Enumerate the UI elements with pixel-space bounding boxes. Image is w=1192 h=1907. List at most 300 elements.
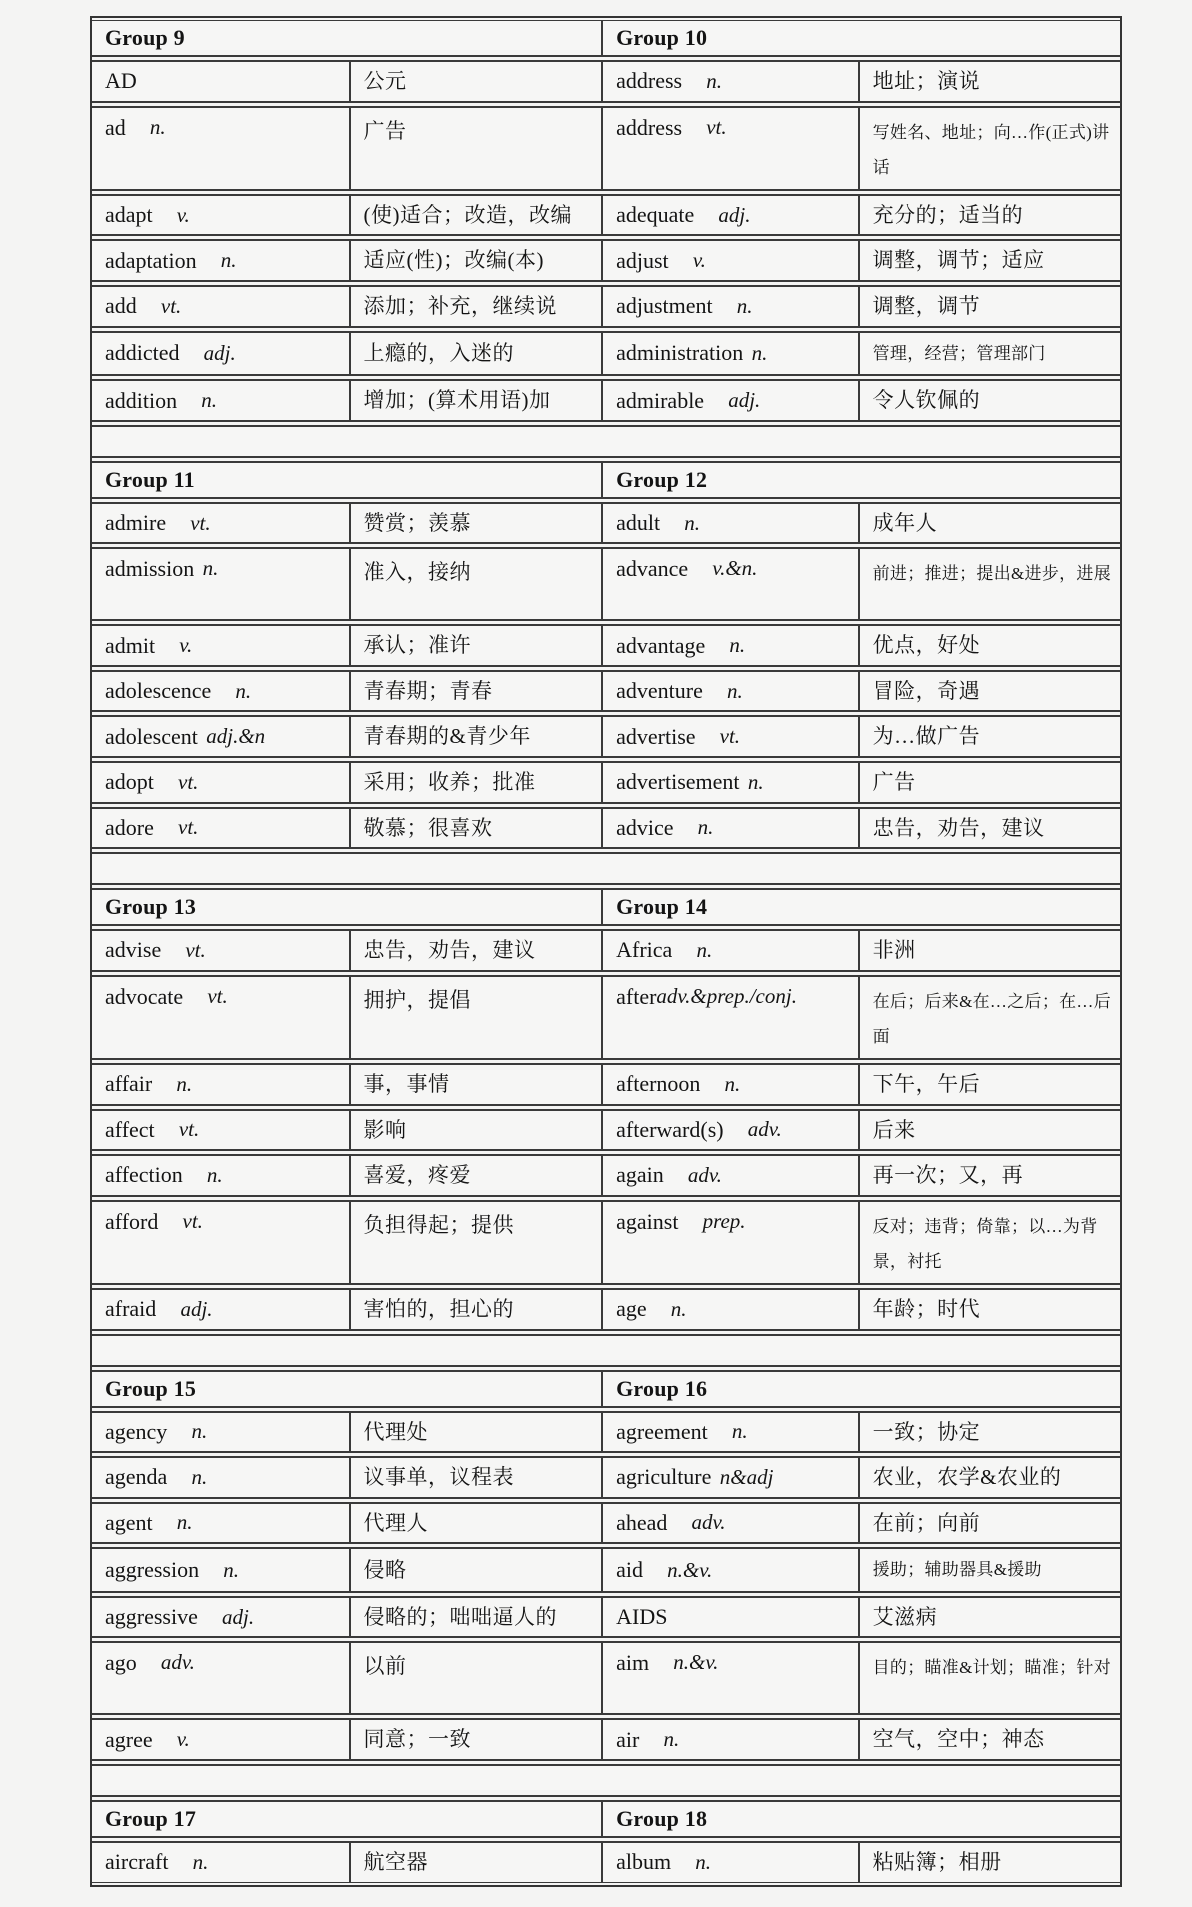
- english-word: admirable: [616, 387, 705, 413]
- part-of-speech-label: n.: [220, 248, 237, 273]
- chinese-definition: 喜爱，疼爱: [363, 1163, 472, 1188]
- part-of-speech-label: adj.: [180, 1296, 213, 1321]
- english-cell: [92, 1156, 351, 1195]
- chinese-cell: [351, 549, 604, 619]
- spacer-row: [92, 425, 1120, 458]
- group-header-row: [92, 888, 1120, 926]
- part-of-speech-label: n&adj: [719, 1464, 774, 1489]
- chinese-definition: 援助；辅助器具&援助: [872, 1560, 1042, 1580]
- part-of-speech-label: vt.: [719, 724, 741, 749]
- chinese-definition: 非洲: [872, 938, 916, 963]
- english-cell: [92, 1598, 351, 1637]
- english-word: agent: [105, 1509, 153, 1535]
- chinese-definition: 令人钦佩的: [872, 388, 981, 413]
- chinese-cell: [860, 931, 1120, 970]
- chinese-cell: [351, 241, 604, 280]
- english-word: adjustment: [616, 293, 713, 319]
- chinese-definition: 农业，农学&农业的: [872, 1465, 1062, 1490]
- english-cell: [603, 672, 859, 711]
- english-cell: [603, 1065, 859, 1104]
- part-of-speech-label: v.: [176, 202, 190, 227]
- part-of-speech-label: n.: [729, 633, 746, 658]
- vocab-row: [92, 1456, 1120, 1499]
- chinese-cell: [860, 1843, 1120, 1882]
- english-cell: [603, 381, 859, 420]
- vocab-row: [92, 194, 1120, 237]
- english-word: adapt: [105, 202, 153, 228]
- part-of-speech-label: n.: [724, 1071, 741, 1096]
- vocab-row: [92, 1502, 1120, 1545]
- chinese-definition: 忠告，劝告，建议: [872, 815, 1045, 840]
- part-of-speech-label: n.: [751, 340, 768, 365]
- chinese-definition: 代理处: [363, 1419, 429, 1444]
- chinese-definition: 地址；演说: [872, 69, 981, 93]
- vocab-row: [92, 715, 1120, 758]
- group-title: Group 12: [616, 466, 708, 492]
- chinese-definition: 侵略: [363, 1557, 407, 1582]
- chinese-cell: [860, 763, 1120, 802]
- english-cell: [92, 241, 351, 280]
- part-of-speech-label: n.: [747, 769, 764, 794]
- vocab-row: [92, 1411, 1120, 1454]
- chinese-definition: 为…做广告: [872, 724, 981, 749]
- english-word: admit: [105, 632, 156, 658]
- spacer-row: [92, 1764, 1120, 1797]
- english-word: against: [616, 1208, 679, 1234]
- chinese-definition: 粘贴簿；相册: [872, 1849, 1002, 1874]
- english-word: aircraft: [105, 1849, 169, 1875]
- spacer-row: [92, 1334, 1120, 1367]
- english-word: adore: [105, 814, 154, 840]
- chinese-definition: 公元: [363, 69, 407, 93]
- english-cell: [92, 1720, 351, 1759]
- chinese-cell: [351, 977, 604, 1058]
- chinese-definition: 充分的；适当的: [872, 202, 1024, 227]
- chinese-cell: [351, 1549, 604, 1591]
- english-word: ahead: [616, 1509, 668, 1535]
- chinese-cell: [860, 381, 1120, 420]
- english-cell: [603, 549, 859, 619]
- english-word: affect: [105, 1116, 155, 1142]
- chinese-definition: 冒险，奇遇: [872, 678, 981, 703]
- english-cell: [603, 62, 859, 101]
- english-cell: [92, 1643, 351, 1713]
- english-word: admission: [105, 556, 195, 582]
- part-of-speech-label: prep.: [702, 1208, 746, 1233]
- part-of-speech-label: n.: [191, 1464, 208, 1489]
- chinese-definition: 广告: [363, 118, 407, 143]
- part-of-speech-label: n.: [192, 1849, 209, 1874]
- english-cell: [92, 931, 351, 970]
- english-cell: [603, 1549, 859, 1591]
- english-word: advocate: [105, 983, 184, 1009]
- chinese-cell: [860, 977, 1120, 1058]
- english-cell: [603, 977, 859, 1058]
- vocab-row: [92, 1109, 1120, 1152]
- part-of-speech-label: n.: [235, 678, 252, 703]
- english-cell: [92, 1504, 351, 1543]
- group-header-row: [92, 20, 1120, 57]
- part-of-speech-label: n.: [176, 1071, 193, 1096]
- chinese-cell: [351, 1504, 604, 1543]
- english-word: adventure: [616, 678, 703, 704]
- chinese-cell: [860, 196, 1120, 235]
- chinese-cell: [860, 1598, 1120, 1637]
- chinese-definition: 下午，午后: [872, 1072, 981, 1096]
- part-of-speech-label: vt.: [207, 983, 228, 1008]
- part-of-speech-label: vt.: [178, 769, 199, 794]
- english-word: adolescence: [105, 678, 212, 704]
- part-of-speech-label: vt.: [190, 510, 211, 535]
- chinese-cell: [351, 1720, 604, 1759]
- vocab-row: [92, 1200, 1120, 1285]
- english-word: adequate: [616, 202, 695, 228]
- english-word: AIDS: [616, 1604, 668, 1630]
- part-of-speech-label: adv.&prep./conj.: [656, 983, 797, 1008]
- chinese-definition: 影响: [363, 1117, 407, 1142]
- vocab-row: [92, 807, 1120, 850]
- english-cell: [603, 333, 859, 375]
- vocab-row: [92, 379, 1120, 422]
- chinese-definition: 拥护，提倡: [363, 987, 472, 1012]
- part-of-speech-label: n.: [697, 815, 714, 840]
- chinese-cell: [351, 196, 604, 235]
- part-of-speech-label: n.: [201, 388, 217, 413]
- chinese-definition: 调整，调节: [872, 294, 981, 319]
- chinese-cell: [860, 62, 1120, 101]
- chinese-definition: 再一次；又，再: [872, 1163, 1024, 1188]
- english-cell: [92, 549, 351, 619]
- group-title: Group 16: [616, 1375, 708, 1401]
- english-word: address: [616, 68, 683, 94]
- chinese-definition: 成年人: [872, 510, 938, 535]
- part-of-speech-label: v.: [692, 248, 706, 273]
- english-word: aggressive: [105, 1604, 198, 1630]
- part-of-speech-label: v.: [179, 633, 193, 658]
- part-of-speech-label: n.&v.: [667, 1557, 713, 1582]
- group-title: Group 13: [92, 890, 603, 924]
- english-cell: [603, 504, 859, 543]
- english-word: aim: [616, 1650, 650, 1676]
- english-cell: [603, 1643, 859, 1713]
- chinese-cell: [860, 672, 1120, 711]
- part-of-speech-label: adj.: [718, 202, 751, 227]
- part-of-speech-label: n.: [695, 1849, 711, 1874]
- chinese-definition: 上瘾的，入迷的: [363, 341, 515, 366]
- part-of-speech-label: n.: [176, 1510, 193, 1535]
- english-cell: [92, 763, 351, 802]
- group-title: Group 15: [92, 1372, 603, 1406]
- chinese-cell: [351, 108, 604, 189]
- chinese-definition: 采用；收养；批准: [363, 769, 536, 794]
- chinese-cell: [860, 1643, 1120, 1713]
- group-title: Group 9: [92, 21, 603, 55]
- part-of-speech-label: v.&n.: [712, 556, 758, 581]
- vocab-row: [92, 239, 1120, 282]
- english-cell: [603, 1202, 859, 1283]
- english-cell: [92, 504, 351, 543]
- chinese-cell: [351, 1065, 604, 1104]
- english-cell: [92, 626, 351, 665]
- vocab-row: [92, 1641, 1120, 1715]
- vocab-row: [92, 1154, 1120, 1197]
- english-word: addicted: [105, 340, 180, 366]
- vocab-row: [92, 60, 1120, 103]
- english-cell: [92, 1111, 351, 1150]
- chinese-cell: [860, 108, 1120, 189]
- english-cell: [92, 333, 351, 375]
- chinese-definition: 在前；向前: [872, 1510, 981, 1535]
- chinese-definition: 侵略的；咄咄逼人的: [363, 1604, 558, 1629]
- english-word: album: [616, 1849, 672, 1875]
- english-cell: [92, 287, 351, 326]
- english-word: Africa: [616, 937, 673, 963]
- chinese-cell: [351, 809, 604, 848]
- english-word: advise: [105, 937, 162, 963]
- part-of-speech-label: n.: [684, 510, 700, 535]
- chinese-cell: [860, 241, 1120, 280]
- english-cell: [603, 196, 859, 235]
- vocab-row: [92, 1063, 1120, 1106]
- english-word: ad: [105, 114, 126, 140]
- part-of-speech-label: vt.: [178, 1117, 200, 1142]
- english-word: AD: [105, 68, 137, 94]
- group-title: Group 18: [616, 1805, 708, 1831]
- part-of-speech-label: adv.: [747, 1117, 782, 1142]
- english-cell: [92, 1065, 351, 1104]
- english-cell: [603, 1598, 859, 1637]
- part-of-speech-label: n.: [206, 1162, 223, 1187]
- english-word: advice: [616, 814, 674, 840]
- part-of-speech-label: vt.: [185, 937, 206, 962]
- english-word: afternoon: [616, 1071, 701, 1097]
- english-word: air: [616, 1726, 640, 1752]
- chinese-definition: 议事单，议程表: [363, 1465, 515, 1490]
- english-cell: [603, 108, 859, 189]
- chinese-cell: [860, 1720, 1120, 1759]
- vocab-row: [92, 331, 1120, 377]
- vocab-row: [92, 761, 1120, 804]
- chinese-cell: [860, 1504, 1120, 1543]
- vocab-row: [92, 975, 1120, 1060]
- chinese-cell: [351, 1111, 604, 1150]
- english-cell: [92, 1413, 351, 1452]
- chinese-definition: 害怕的，担心的: [363, 1297, 515, 1322]
- english-cell: [603, 1504, 859, 1543]
- english-cell: [92, 62, 351, 101]
- english-word: afraid: [105, 1296, 157, 1322]
- vocab-row: [92, 1547, 1120, 1593]
- english-word: agree: [105, 1726, 153, 1752]
- english-word: again: [616, 1162, 664, 1188]
- english-cell: [92, 108, 351, 189]
- chinese-cell: [860, 809, 1120, 848]
- chinese-cell: [351, 672, 604, 711]
- part-of-speech-label: n.: [663, 1727, 680, 1752]
- english-word: advantage: [616, 632, 706, 658]
- chinese-cell: [860, 1202, 1120, 1283]
- english-cell: [603, 626, 859, 665]
- chinese-cell: [351, 1202, 604, 1283]
- chinese-definition: 赞赏；羡慕: [363, 510, 472, 535]
- part-of-speech-label: vt.: [182, 1208, 203, 1233]
- english-word: afford: [105, 1208, 159, 1234]
- chinese-definition: 调整，调节；适应: [872, 248, 1045, 273]
- chinese-definition: 敬慕；很喜欢: [363, 815, 493, 840]
- chinese-cell: [351, 1290, 604, 1329]
- part-of-speech-label: n.: [726, 678, 743, 703]
- part-of-speech-label: adj.&n: [206, 724, 266, 749]
- chinese-definition: 承认；准许: [363, 633, 472, 658]
- chinese-definition: 负担得起；提供: [363, 1212, 515, 1237]
- english-cell: [92, 1549, 351, 1591]
- chinese-cell: [351, 333, 604, 375]
- english-cell: [92, 381, 351, 420]
- chinese-cell: [351, 287, 604, 326]
- chinese-definition: 同意；一致: [363, 1727, 472, 1752]
- english-cell: [92, 1290, 351, 1329]
- group-title: Group 11: [92, 463, 603, 497]
- english-cell: [92, 717, 351, 756]
- group-header-row: [92, 461, 1120, 499]
- chinese-definition: 增加；(算术用语)加: [363, 388, 551, 413]
- vocab-row: [92, 106, 1120, 191]
- english-word: address: [616, 114, 683, 140]
- english-word: administration: [616, 340, 744, 366]
- english-cell: [603, 1843, 859, 1882]
- chinese-cell: [860, 1549, 1120, 1591]
- english-cell: [603, 241, 859, 280]
- part-of-speech-label: v.: [176, 1727, 190, 1752]
- chinese-cell: [351, 1843, 604, 1882]
- group-title: Group 10: [616, 25, 708, 50]
- chinese-definition: 航空器: [363, 1849, 429, 1874]
- english-word: after: [616, 983, 657, 1009]
- chinese-definition: 一致；协定: [872, 1419, 981, 1444]
- chinese-definition: 广告: [872, 769, 916, 794]
- chinese-definition: 事，事情: [363, 1072, 450, 1096]
- english-cell: [92, 672, 351, 711]
- chinese-cell: [351, 1598, 604, 1637]
- chinese-definition: 管理，经营；管理部门: [872, 343, 1046, 363]
- part-of-speech-label: n.: [706, 68, 722, 93]
- english-word: admire: [105, 510, 167, 536]
- chinese-definition: 目的；瞄准&计划；瞄准；针对: [872, 1658, 1112, 1678]
- vocab-row: [92, 1288, 1120, 1331]
- part-of-speech-label: vt.: [160, 293, 182, 318]
- chinese-cell: [860, 1065, 1120, 1104]
- part-of-speech-label: adj.: [222, 1604, 255, 1629]
- chinese-definition: 写姓名、地址；向…作(正式)讲话: [872, 122, 1110, 178]
- english-cell: [603, 763, 859, 802]
- english-cell: [92, 1843, 351, 1882]
- english-word: adolescent: [105, 723, 198, 749]
- chinese-definition: 以前: [363, 1654, 407, 1679]
- english-word: aggression: [105, 1557, 200, 1583]
- english-word: agreement: [616, 1418, 708, 1444]
- vocab-table: [90, 16, 1122, 1887]
- chinese-definition: 代理人: [363, 1510, 429, 1535]
- part-of-speech-label: adj.: [728, 388, 761, 413]
- part-of-speech-label: n.: [149, 114, 166, 139]
- chinese-definition: 准入，接纳: [363, 560, 472, 585]
- group-header-row: [92, 1800, 1120, 1838]
- part-of-speech-label: n.&v.: [673, 1650, 719, 1675]
- chinese-cell: [860, 1156, 1120, 1195]
- chinese-cell: [860, 549, 1120, 619]
- english-word: aid: [616, 1557, 643, 1583]
- chinese-cell: [351, 504, 604, 543]
- english-cell: [603, 1720, 859, 1759]
- group-header-row: [92, 1370, 1120, 1408]
- chinese-cell: [860, 287, 1120, 326]
- vocab-row: [92, 624, 1120, 667]
- chinese-cell: [351, 62, 604, 101]
- english-cell: [603, 717, 859, 756]
- chinese-cell: [860, 1413, 1120, 1452]
- english-word: agriculture: [616, 1464, 712, 1490]
- vocab-row: [92, 502, 1120, 545]
- part-of-speech-label: n.: [191, 1419, 208, 1444]
- chinese-cell: [860, 1458, 1120, 1497]
- english-word: agenda: [105, 1464, 168, 1490]
- chinese-cell: [351, 1458, 604, 1497]
- vocab-row: [92, 1596, 1120, 1639]
- english-word: affection: [105, 1162, 183, 1188]
- english-cell: [603, 1111, 859, 1150]
- chinese-definition: 忠告，劝告，建议: [363, 938, 536, 963]
- chinese-cell: [351, 717, 604, 756]
- english-cell: [603, 1156, 859, 1195]
- english-word: affair: [105, 1071, 153, 1097]
- chinese-cell: [351, 763, 604, 802]
- chinese-cell: [351, 381, 604, 420]
- chinese-definition: 年龄；时代: [872, 1297, 981, 1322]
- chinese-definition: 后来: [872, 1117, 916, 1142]
- vocab-row: [92, 1718, 1120, 1761]
- english-word: adult: [616, 510, 661, 536]
- english-cell: [603, 1290, 859, 1329]
- chinese-definition: 优点，好处: [872, 633, 981, 658]
- vocab-row: [92, 1841, 1120, 1883]
- chinese-cell: [860, 626, 1120, 665]
- part-of-speech-label: adv.: [160, 1650, 195, 1675]
- spacer-row: [92, 852, 1120, 885]
- chinese-cell: [860, 717, 1120, 756]
- group-title: Group 17: [92, 1802, 603, 1836]
- english-word: agency: [105, 1418, 168, 1444]
- chinese-definition: 反对；违背；倚靠；以…为背景，衬托: [872, 1216, 1098, 1272]
- group-title: Group 14: [616, 894, 708, 920]
- english-cell: [92, 1202, 351, 1283]
- english-word: add: [105, 293, 137, 319]
- chinese-definition: 适应(性)；改编(本): [363, 248, 545, 273]
- part-of-speech-label: vt.: [178, 815, 199, 840]
- vocab-row: [92, 670, 1120, 713]
- part-of-speech-label: vt.: [706, 114, 727, 139]
- english-cell: [603, 1413, 859, 1452]
- english-word: adopt: [105, 769, 154, 795]
- chinese-cell: [860, 504, 1120, 543]
- chinese-cell: [351, 1643, 604, 1713]
- chinese-cell: [351, 1156, 604, 1195]
- part-of-speech-label: n.: [731, 1419, 748, 1444]
- part-of-speech-label: n.: [736, 293, 753, 318]
- english-word: age: [616, 1296, 647, 1322]
- english-word: advertise: [616, 723, 696, 749]
- english-word: afterward(s): [616, 1116, 724, 1142]
- part-of-speech-label: n.: [670, 1296, 687, 1321]
